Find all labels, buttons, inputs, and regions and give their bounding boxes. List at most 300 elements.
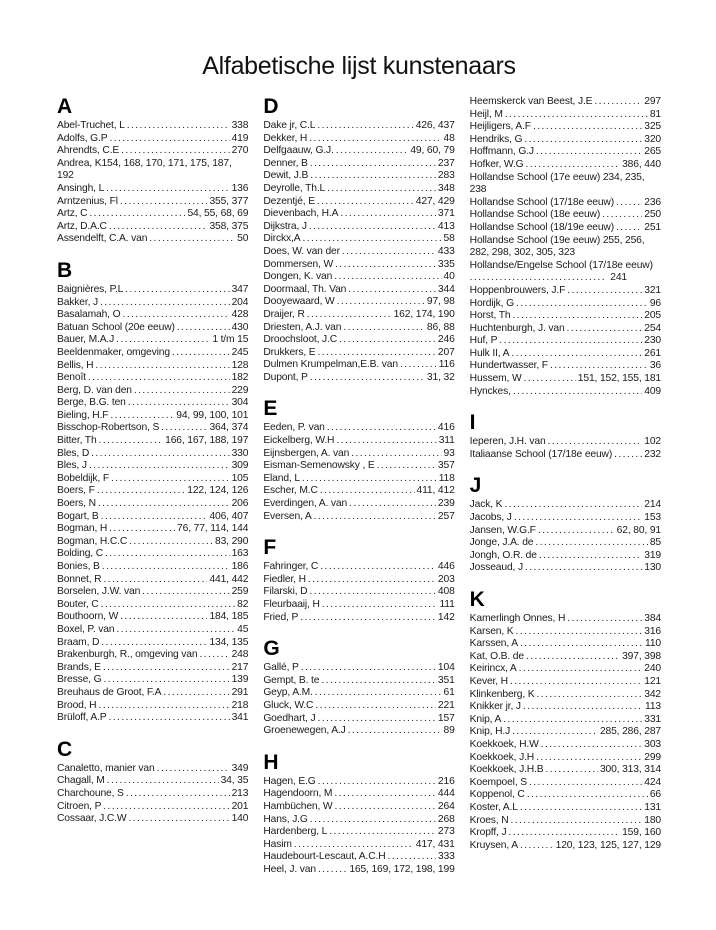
dot-leader	[508, 676, 642, 689]
index-entry	[263, 158, 454, 171]
page-numbers: 331	[644, 713, 661, 725]
dot-leader	[89, 448, 229, 461]
dot-leader	[114, 624, 235, 637]
page-numbers: 355, 377	[209, 195, 249, 207]
artist-name: Hoffmann, G.J	[469, 146, 534, 158]
page-numbers: 221	[437, 699, 455, 711]
artist-name: Eversen, A	[263, 510, 312, 522]
artist-name: Braam, D	[57, 636, 100, 648]
page-numbers: 371	[437, 208, 455, 220]
artist-name: Jansen, W.G.F	[469, 524, 536, 536]
dot-leader	[308, 814, 436, 827]
index-entry	[57, 397, 248, 410]
dot-leader	[335, 296, 425, 309]
dot-leader	[334, 145, 409, 158]
index-entry	[470, 714, 661, 727]
page-numbers: 120, 123, 125, 127, 129	[555, 839, 661, 851]
page-numbers: 304	[231, 397, 249, 409]
artist-name: Hasim	[263, 838, 292, 850]
dot-leader	[346, 725, 442, 738]
dot-leader	[155, 763, 230, 776]
section-letter: B	[57, 258, 73, 282]
page-numbers: 45	[237, 623, 249, 635]
index-entry	[263, 296, 454, 309]
index-entry	[57, 548, 248, 561]
index-entry	[57, 700, 248, 713]
dot-leader	[104, 183, 229, 196]
index-entry	[57, 221, 248, 234]
artist-name: Basalamah, O	[57, 309, 121, 321]
page-numbers: 204	[231, 296, 249, 308]
index-entry	[263, 208, 454, 221]
artist-name: Dooyewaard, W	[263, 296, 335, 308]
index-entry	[470, 260, 661, 285]
artist-name: Huchtenburgh, J. van	[469, 322, 565, 334]
page-numbers: 86, 88	[426, 321, 455, 333]
artist-name: Heemskerck van Beest, J.E	[469, 96, 593, 107]
artist-name: Hulk II, A	[469, 347, 510, 359]
page-numbers: 122, 124, 126	[187, 485, 249, 497]
index-entry	[470, 562, 661, 575]
artist-name: Chagall, M	[57, 775, 105, 787]
dot-leader	[522, 134, 642, 147]
index-entry	[263, 322, 454, 335]
index-entry	[470, 613, 661, 626]
dot-leader	[509, 348, 642, 361]
dot-leader	[521, 701, 643, 714]
section-letter: H	[263, 750, 279, 774]
artist-name: Baignières, P.L	[57, 283, 124, 295]
index-entry	[263, 372, 454, 385]
page-numbers: 245	[231, 346, 249, 358]
page-numbers: 357	[437, 460, 455, 472]
artist-name: Fried, P	[263, 611, 299, 623]
page-numbers: 417, 431	[415, 838, 455, 850]
dot-leader	[544, 764, 598, 777]
artist-name: Karsen, K	[469, 625, 514, 637]
dot-leader	[319, 675, 436, 688]
dot-leader	[548, 360, 648, 373]
index-entry	[263, 713, 454, 726]
index-entry	[57, 233, 248, 246]
page-numbers: 36	[649, 360, 661, 372]
dot-leader	[107, 523, 175, 536]
index-entry	[470, 335, 661, 348]
index-entry	[57, 511, 248, 524]
dot-leader	[175, 322, 230, 335]
index-entry	[470, 550, 661, 563]
artist-name: Delfgaauw, G.J.	[263, 145, 334, 157]
dot-leader	[337, 334, 436, 347]
index-entry	[263, 347, 454, 360]
index-entry	[263, 284, 454, 297]
artist-name: Bles, J	[57, 460, 87, 472]
index-entry	[57, 801, 248, 814]
dot-leader	[527, 777, 642, 790]
page-numbers: 61	[443, 687, 455, 699]
page-numbers: 166, 167, 188, 197	[165, 435, 249, 447]
dot-leader	[99, 511, 208, 524]
artist-name: Eijnsbergen, A. van	[263, 447, 350, 459]
artist-name: Jack, K	[469, 499, 503, 511]
index-entry	[57, 385, 248, 398]
dot-leader	[315, 120, 413, 133]
index-entry	[263, 233, 454, 246]
page-numbers: 134, 135	[209, 636, 249, 648]
section-letter: K	[469, 588, 485, 611]
index-entry	[470, 121, 661, 134]
page-numbers: 348	[437, 182, 455, 194]
index-entry	[263, 511, 454, 524]
index-entry	[470, 499, 661, 512]
artist-name: Kroes, N	[469, 814, 509, 826]
page-numbers: 254	[644, 322, 661, 334]
artist-name: Heijligers, A.F	[469, 121, 531, 133]
page-numbers: 154, 168, 170, 171, 175, 187, 192	[57, 157, 232, 182]
artist-name: Does, W. van der	[263, 245, 340, 257]
page-numbers: 419	[231, 132, 249, 144]
index-entry	[57, 763, 248, 776]
index-entry	[263, 145, 454, 158]
dot-leader	[197, 649, 229, 662]
index-entry	[470, 676, 661, 689]
artist-name: Keirincx, A	[469, 663, 517, 675]
dot-leader	[518, 638, 643, 651]
page-numbers: 89	[443, 725, 455, 737]
artist-name: Eland, L	[263, 472, 300, 484]
dot-leader	[107, 133, 229, 146]
index-entry	[57, 334, 248, 347]
index-column	[263, 96, 454, 877]
artist-name: Groenewegen, A.J	[263, 725, 346, 737]
dot-leader	[120, 309, 229, 322]
page-numbers: 50	[237, 233, 249, 245]
page-numbers: 255, 256, 282, 298, 302, 305, 323	[469, 234, 645, 259]
dot-leader	[512, 512, 642, 525]
artist-name: Bouter, C	[57, 598, 99, 610]
index-entry	[263, 422, 454, 435]
page-numbers: 441, 442	[209, 573, 249, 585]
artist-name: Kat, O.B. de	[469, 650, 524, 662]
page-numbers: 411, 412	[416, 485, 455, 497]
artist-name: Bieling, H.F	[57, 409, 109, 421]
index-entry	[470, 689, 661, 702]
artist-name: Koempoel, S	[469, 776, 527, 788]
dot-leader	[534, 146, 642, 159]
artist-name: Bisschop-Robertson, S	[57, 422, 160, 434]
page-numbers: 81	[649, 108, 661, 120]
index-entry	[263, 561, 454, 574]
index-entry	[470, 777, 661, 790]
artist-name: Boers, F	[57, 485, 95, 497]
section-letter: D	[263, 95, 279, 118]
index-entry	[470, 109, 661, 122]
dot-leader	[98, 297, 230, 310]
page-numbers: 273	[437, 826, 455, 838]
dot-leader	[612, 449, 642, 462]
page-numbers: 216	[437, 775, 455, 787]
page-numbers: 427, 429	[415, 195, 455, 207]
dot-leader	[325, 422, 436, 435]
dot-leader	[341, 322, 425, 335]
artist-name: Kropff, J	[469, 827, 507, 839]
page-numbers: 347	[231, 283, 249, 295]
artist-name: Gallé, P	[263, 662, 299, 674]
artist-name: Hollandse School (18/19e eeuw)	[469, 221, 614, 233]
section-letter: A	[57, 95, 73, 118]
page-numbers: 386, 440	[622, 158, 661, 170]
index-entry	[57, 662, 248, 675]
page-numbers: 257	[437, 510, 455, 522]
artist-name: Eeden, P. van	[263, 422, 325, 434]
artist-name: Bles, D	[57, 447, 90, 459]
dot-leader	[96, 700, 229, 713]
dot-leader	[375, 460, 436, 473]
section-letter: J	[469, 474, 482, 498]
dot-leader	[514, 626, 643, 639]
page-numbers: 40	[443, 271, 455, 283]
index-entry	[263, 864, 454, 877]
dot-leader	[87, 460, 230, 473]
page-numbers: 218	[231, 699, 249, 711]
artist-name: Gempt, B. te	[263, 674, 320, 686]
index-entry	[57, 788, 248, 801]
page-numbers: 283	[437, 170, 455, 182]
artist-name: Artz, C	[57, 208, 88, 220]
dot-leader	[315, 713, 435, 726]
artist-name: Bellis, H	[57, 359, 94, 371]
dot-leader	[517, 663, 643, 676]
page-numbers: 236	[644, 196, 661, 208]
index-entry	[263, 309, 454, 322]
dot-leader	[107, 221, 208, 234]
artist-name: Knikker jr, J	[469, 701, 521, 713]
page-numbers: 184, 185	[209, 611, 249, 623]
dot-leader	[161, 687, 229, 700]
index-entry	[470, 172, 661, 197]
page-numbers: 58	[443, 233, 455, 245]
artist-name: Hollandse School (19e eeuw)	[469, 234, 601, 246]
artist-name: Hardenberg, L	[263, 826, 328, 838]
page-numbers: 105	[231, 472, 249, 484]
dot-leader	[300, 473, 437, 486]
index-entry	[57, 297, 248, 310]
artist-name: Horst, Th	[469, 310, 511, 322]
index-entry	[57, 586, 248, 599]
dot-leader	[316, 776, 436, 789]
index-entry	[470, 752, 661, 765]
page-numbers: 291	[231, 686, 249, 698]
section-letter: F	[263, 536, 277, 560]
index-entry	[470, 537, 661, 550]
dot-leader	[307, 586, 435, 599]
dot-leader	[524, 651, 620, 664]
page-numbers: 237	[437, 157, 455, 169]
dot-leader	[306, 574, 436, 587]
artist-name: Hagendoorn, M	[263, 788, 333, 800]
dot-leader	[506, 827, 620, 840]
index-entry	[470, 651, 661, 664]
dot-leader	[99, 599, 236, 612]
page-numbers: 163	[231, 548, 249, 560]
page-numbers: 31, 32	[426, 371, 455, 383]
dot-leader	[332, 788, 436, 801]
dot-leader	[105, 775, 219, 788]
index-entry	[57, 410, 248, 423]
dot-leader	[510, 726, 598, 739]
page-numbers: 338	[231, 120, 249, 131]
page-numbers: 1 t/m 15	[212, 334, 249, 346]
index-entry	[263, 776, 454, 789]
dot-leader	[318, 561, 436, 574]
dot-leader	[315, 196, 414, 209]
artist-name: Hussem, W	[469, 373, 522, 385]
page-numbers: 342	[644, 688, 661, 700]
page-numbers: 265	[644, 146, 661, 158]
index-entry	[263, 826, 454, 839]
index-column	[57, 96, 248, 826]
index-entry	[470, 739, 661, 752]
artist-name: Hordijk, G	[469, 297, 514, 309]
artist-name: Geyp, A.M.	[263, 687, 313, 699]
index-entry	[57, 284, 248, 297]
page-numbers: 113	[645, 701, 661, 713]
artist-name: Draijer, R	[263, 308, 305, 320]
dot-leader	[132, 385, 230, 398]
page-numbers: 203	[437, 573, 455, 585]
page-numbers: 165, 169, 172, 198, 199	[349, 863, 455, 875]
artist-name: Hans, J.G	[263, 813, 308, 825]
page-numbers: 93	[443, 447, 455, 459]
index-entry	[470, 134, 661, 147]
dot-leader	[546, 436, 643, 449]
dot-leader	[514, 298, 648, 311]
artist-name: Koster, A.L	[469, 801, 518, 813]
dot-leader	[316, 864, 347, 877]
page-numbers: 54, 55, 68, 69	[187, 208, 249, 220]
index-entry	[263, 839, 454, 852]
dot-leader	[349, 448, 441, 461]
page-numbers: 433	[437, 245, 455, 257]
dot-leader	[325, 183, 436, 196]
artist-name: Doormaal, Th. Van	[263, 283, 347, 295]
page-numbers: 136	[231, 182, 249, 194]
artist-name: Ahrendts, C.E	[57, 145, 120, 157]
page-numbers: 426, 437	[415, 120, 455, 131]
index-entry	[57, 637, 248, 650]
dot-leader	[114, 334, 210, 347]
dot-leader	[501, 714, 642, 727]
index-entry	[57, 145, 248, 158]
artist-name: Borselen, J.W. van	[57, 586, 141, 598]
page-numbers: 66	[649, 789, 661, 801]
artist-name: Hollandse School (17e eeuw)	[469, 171, 601, 183]
dot-leader	[126, 813, 229, 826]
index-entry	[263, 725, 454, 738]
page-numbers: 430	[231, 321, 249, 333]
dot-leader	[127, 536, 213, 549]
dot-leader	[299, 662, 436, 675]
index-entry	[470, 802, 661, 815]
index-entry	[470, 235, 661, 260]
page-numbers: 207	[437, 346, 455, 358]
page-numbers: 250	[644, 209, 661, 221]
index-entry	[470, 512, 661, 525]
dot-leader	[308, 170, 436, 183]
artist-name: Berg, D. van den	[57, 384, 132, 396]
page-numbers: 34, 35	[220, 775, 249, 787]
index-entry	[57, 561, 248, 574]
page-numbers: 409	[644, 385, 661, 397]
artist-name: Eisman-Semenowsky , E	[263, 460, 375, 472]
section-letter: G	[263, 637, 280, 661]
dot-leader	[313, 700, 436, 713]
page-numbers: 259	[231, 586, 249, 598]
dot-leader	[334, 435, 436, 448]
page-numbers: 229	[231, 384, 249, 396]
index-entry	[263, 498, 454, 511]
artist-name: Koekkoek, J.H	[469, 751, 535, 763]
dot-leader	[536, 525, 615, 538]
section-letter: I	[469, 411, 476, 435]
artist-name: Hagen, E.G	[263, 775, 316, 787]
page-numbers: 159, 160	[622, 827, 661, 839]
dot-leader	[398, 359, 437, 372]
artist-name: Dommersen, W	[263, 258, 334, 270]
dot-leader	[347, 498, 436, 511]
artist-name: Brüloff, A.P	[57, 712, 107, 724]
page-numbers: 251	[644, 221, 661, 233]
artist-name: Jongh, O.R. de	[469, 549, 537, 561]
dot-leader	[338, 208, 436, 221]
index-entry	[57, 649, 248, 662]
artist-name: Arntzenius, Fl	[57, 195, 118, 207]
artist-name: Gluck, W.C	[263, 699, 314, 711]
artist-name: Fahringer, C	[263, 561, 319, 573]
dot-leader	[159, 422, 207, 435]
index-entry	[263, 259, 454, 272]
artist-name: Hendriks, G	[469, 133, 523, 145]
index-entry	[57, 183, 248, 196]
artist-name: Everdingen, A. van	[263, 498, 348, 510]
page-numbers: 85	[649, 537, 661, 549]
dot-leader	[118, 196, 208, 209]
index-entry	[57, 158, 248, 183]
index-entry	[57, 309, 248, 322]
artist-name: Klinkenberg, K	[469, 688, 535, 700]
artist-name: Benoît	[57, 372, 86, 384]
artist-name: Hambüchen, W	[263, 800, 333, 812]
dot-leader	[535, 689, 643, 702]
dot-leader	[524, 159, 621, 172]
dot-leader	[147, 233, 235, 246]
index-entry	[57, 574, 248, 587]
page-numbers: 111	[439, 599, 455, 610]
index-entry	[470, 323, 661, 336]
index-entry	[57, 712, 248, 725]
dot-leader	[537, 550, 642, 563]
dot-leader	[333, 259, 436, 272]
page-numbers: 82	[237, 598, 249, 610]
artist-name: Beeldenmaker, omgeving	[57, 346, 170, 358]
index-entry	[470, 626, 661, 639]
dot-leader	[315, 347, 435, 360]
artist-name: Hollandse School (17/18e eeuw)	[469, 196, 614, 208]
index-entry	[263, 788, 454, 801]
index-entry	[263, 435, 454, 448]
dot-leader	[97, 435, 164, 448]
dot-leader	[86, 372, 230, 385]
